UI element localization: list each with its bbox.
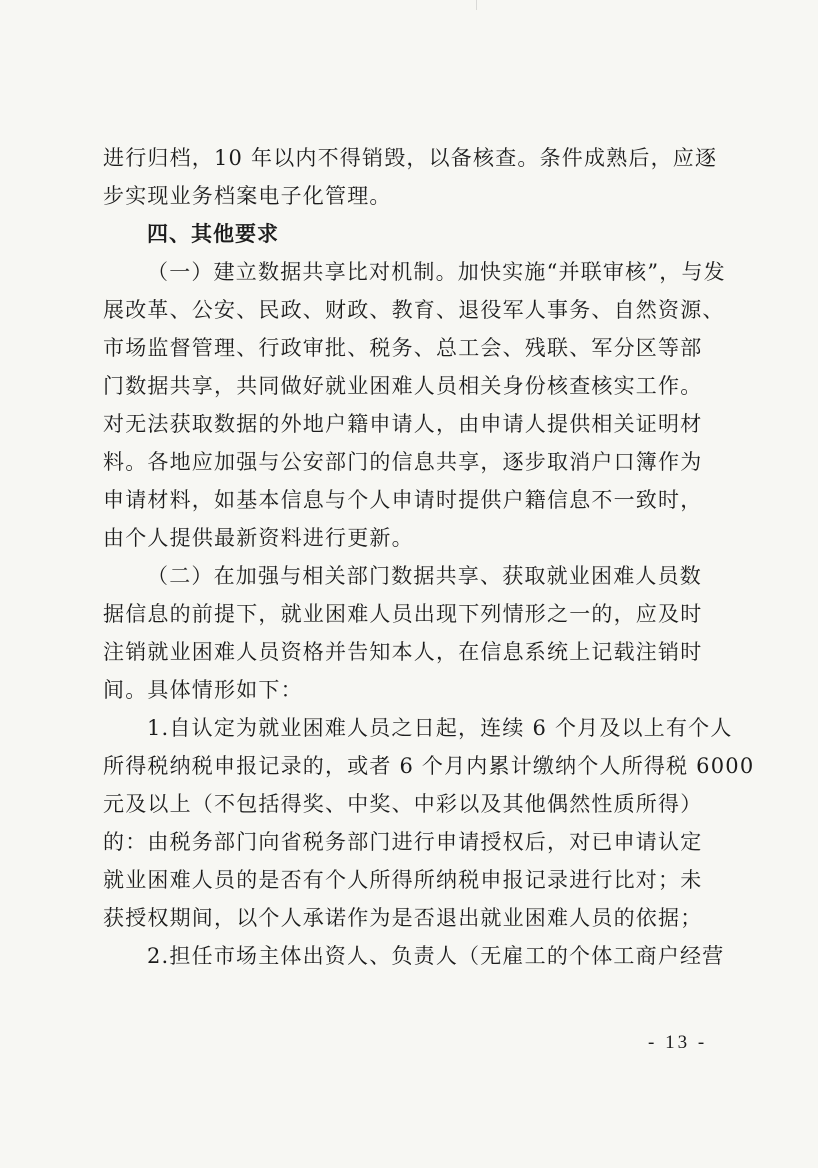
text-line: 获授权期间，以个人承诺作为是否退出就业困难人员的依据； [103,906,703,930]
text-line: 对无法获取数据的外地户籍申请人，由申请人提供相关证明材 [103,412,703,436]
text-line: （二）在加强与相关部门数据共享、获取就业困难人员数 [147,564,702,588]
text-line: 据信息的前提下，就业困难人员出现下列情形之一的，应及时 [103,602,703,626]
text-line: 由个人提供最新资料进行更新。 [103,526,414,550]
text-line: 进行归档，10 年以内不得销毁，以备核查。条件成熟后，应逐 [103,146,718,170]
text-line: 1.自认定为就业困难人员之日起，连续 6 个月及以上有个人 [147,716,733,740]
text-line: 市场监督管理、行政审批、税务、总工会、残联、军分区等部 [103,336,703,360]
text-line: 申请材料，如基本信息与个人申请时提供户籍信息不一致时， [103,488,703,512]
text-line: 注销就业困难人员资格并告知本人，在信息系统上记载注销时 [103,640,703,664]
text-line: 门数据共享，共同做好就业困难人员相关身份核查核实工作。 [103,374,703,398]
page-number: - 13 - [648,1032,708,1053]
text-line: 的：由税务部门向省税务部门进行申请授权后，对已申请认定 [103,830,703,854]
document-body [103,139,755,975]
text-line: 料。各地应加强与公安部门的信息共享，逐步取消户口簿作为 [103,450,703,474]
text-line: 2.担任市场主体出资人、负责人（无雇工的个体工商户经营 [147,944,725,968]
text-line: 步实现业务档案电子化管理。 [103,184,392,208]
text-line: 所得税纳税申报记录的，或者 6 个月内累计缴纳个人所得税 6000 [103,754,755,778]
text-line: （一）建立数据共享比对机制。加快实施“并联审核”，与发 [147,260,726,284]
scan-artifact [466,0,477,10]
section-heading: 四、其他要求 [147,222,279,246]
text-line: 展改革、公安、民政、财政、教育、退役军人事务、自然资源、 [103,298,725,322]
text-line: 就业困难人员的是否有个人所得所纳税申报记录进行比对；未 [103,868,703,892]
text-line: 间。具体情形如下： [103,678,303,702]
text-line: 元及以上（不包括得奖、中奖、中彩以及其他偶然性质所得） [103,792,703,816]
